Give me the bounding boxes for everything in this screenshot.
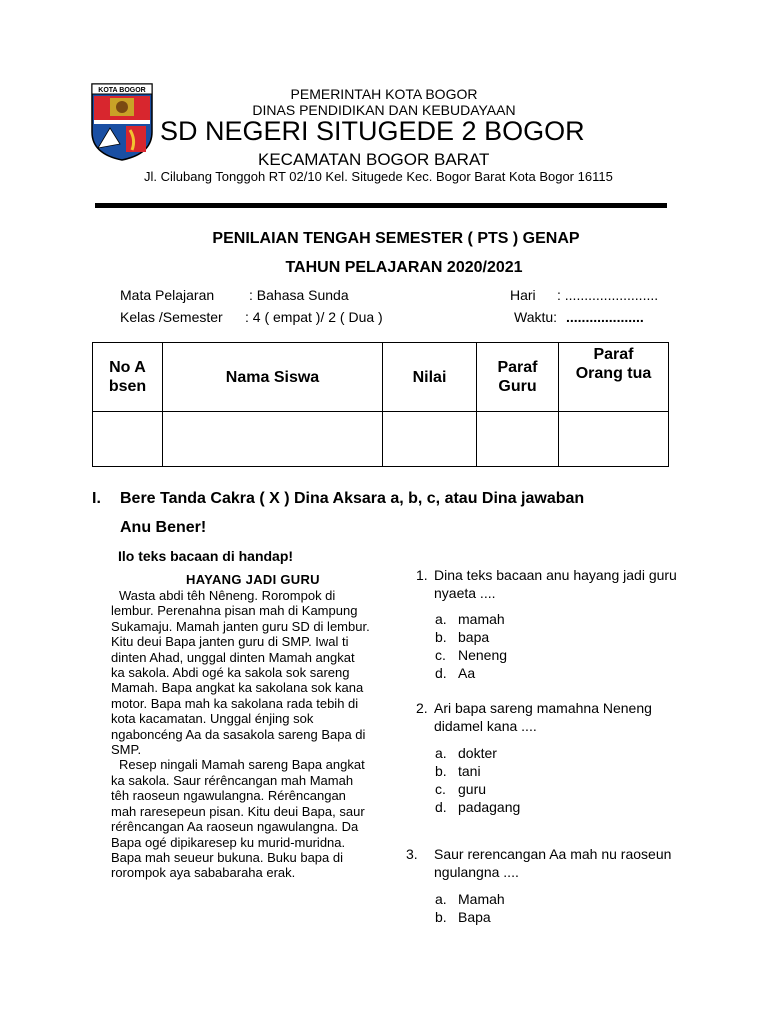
- reading-instruction: Ilo teks bacaan di handap!: [118, 548, 294, 564]
- story-paragraph-1: Wasta abdi têh Nêneng. Rorompok di lembur. Perenahna pisan mah di Kampung Sukamaju. Mamah janten guru SD di lembur. Kitu deui Bapa janten guru di SMP. Iwal ti dinten Ahad, unggal dinten Mamah angkat ka sakola. Abdi ogé ka sakola sok sareng Mamah. Bapa angkat ka sakolana sok kana motor. Bapa mah ka sakolana rada tebih di kota kacamatan. Unggal énjing sok ngaboncéng Aa da sasakola sareng Bapa di SMP.: [111, 588, 370, 758]
- question-text: Saur rerencangan Aa mah nu raoseun ngulangna ....: [434, 846, 672, 880]
- cell-nilai[interactable]: [383, 412, 477, 467]
- cell-paraf-guru[interactable]: [477, 412, 559, 467]
- school-address: Jl. Cilubang Tonggoh RT 02/10 Kel. Situgede Kec. Bogor Barat Kota Bogor 16115: [144, 169, 613, 184]
- student-score-table: [92, 342, 669, 467]
- day-label: Hari: [510, 287, 536, 303]
- header-nilai: Nilai: [383, 343, 477, 412]
- class-label: Kelas /Semester: [120, 309, 223, 325]
- school-name: SD NEGERI SITUGEDE 2 BOGOR: [160, 116, 585, 146]
- story-text: [111, 588, 371, 881]
- subject-value: : Bahasa Sunda: [249, 287, 349, 303]
- question-number: 1.: [416, 567, 428, 583]
- department-name: DINAS PENDIDIKAN DAN KEBUDAYAAN: [252, 102, 516, 118]
- question-text: Ari bapa sareng mamahna Neneng didamel kana ....: [434, 700, 652, 734]
- section-number: I.: [92, 490, 101, 507]
- exam-title: PENILAIAN TENGAH SEMESTER ( PTS ) GENAP: [212, 230, 580, 247]
- header-divider: [95, 203, 667, 208]
- story-paragraph-2: Resep ningali Mamah sareng Bapa angkat ka sakola. Saur rérêncangan mah Mamah têh raoseun ngawulangna. Rérêncangan mah raresepeun pisan. Kitu deui Bapa, saur rérêncangan Aa raoseun ngawulangna. Da Bapa ogé dipikaresep ku murid-muridna. Bapa mah seueur bukuna. Buku bapa di rorompok aya sababaraha erak.: [111, 757, 365, 881]
- header-no-absen: No Absen: [93, 343, 163, 412]
- day-value: : ........................: [557, 287, 659, 303]
- class-value: : 4 ( empat )/ 2 ( Dua ): [245, 309, 383, 325]
- question-text: Dina teks bacaan anu hayang jadi guru nyaeta ....: [434, 567, 677, 601]
- question-number: 3.: [406, 846, 418, 862]
- story-title: HAYANG JADI GURU: [186, 572, 320, 587]
- time-value: ....................: [566, 309, 644, 325]
- cell-nama-siswa[interactable]: [163, 412, 383, 467]
- academic-year: TAHUN PELAJARAN 2020/2021: [285, 259, 523, 276]
- svg-text:KOTA BOGOR: KOTA BOGOR: [98, 87, 146, 94]
- section-title-line2: Anu Bener!: [120, 519, 207, 536]
- subject-label: Mata Pelajaran: [120, 287, 215, 303]
- cell-no-absen[interactable]: [93, 412, 163, 467]
- header-paraf-orang-tua: Paraf Orang tua: [559, 343, 669, 412]
- question-number: 2.: [416, 700, 428, 716]
- header-nama-siswa: Nama Siswa: [163, 343, 383, 412]
- cell-paraf-orang-tua[interactable]: [559, 412, 669, 467]
- section-title-line1: Bere Tanda Cakra ( X ) Dina Aksara a, b, c, atau Dina jawaban: [120, 490, 585, 507]
- government-name: PEMERINTAH KOTA BOGOR: [290, 86, 478, 102]
- district-name: KECAMATAN BOGOR BARAT: [258, 150, 490, 169]
- time-label: Waktu:: [514, 309, 558, 325]
- header-paraf-guru: Paraf Guru: [477, 343, 559, 412]
